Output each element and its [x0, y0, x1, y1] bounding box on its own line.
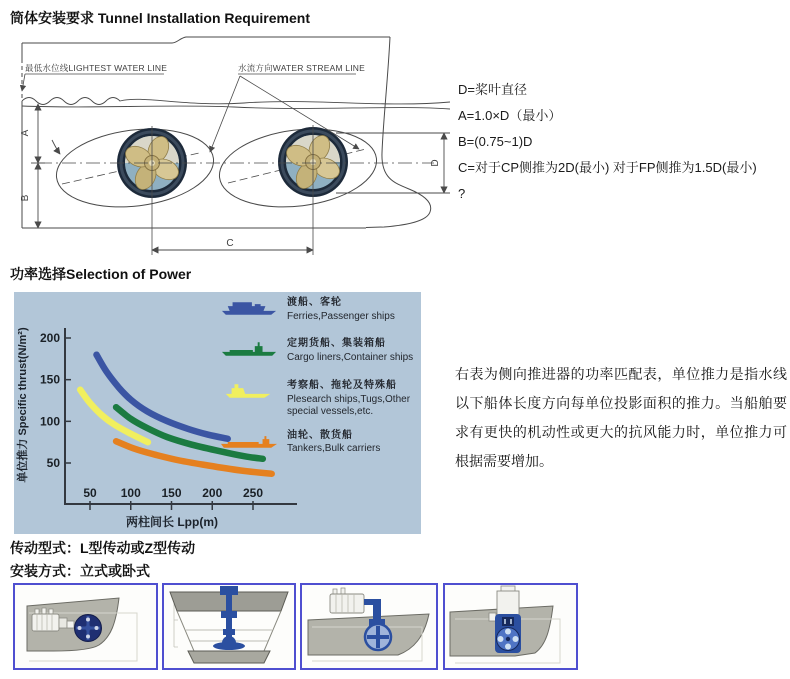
drive-type-title: 传动型式：L型传动或Z型传动: [10, 540, 196, 556]
mounting-thumb-horizontal-engine: [13, 583, 158, 670]
legend-item-tankers: [220, 430, 418, 456]
tunnel-installation-diagram: [14, 33, 450, 260]
legend-en: Cargo liners,Container ships: [287, 351, 414, 363]
note-line: D=桨叶直径: [458, 82, 527, 97]
x-tick-label: 200: [202, 486, 223, 500]
x-tick-label: 100: [120, 486, 141, 500]
y-tick-label: 50: [46, 455, 60, 470]
pod-thruster-drawing: [495, 614, 521, 653]
tunnel-section-title: 筒体安装要求 Tunnel Installation Requirement: [10, 10, 310, 26]
mounting-thumb-vertical-pod: [443, 583, 578, 670]
tunnel-notes: [458, 77, 790, 207]
x-axis-label: 两柱间长 Lpp(m): [126, 515, 218, 529]
chart-legend: [220, 297, 418, 470]
legend-cn: 渡船、客轮: [287, 297, 342, 308]
water-stream-line-label: 水流方向WATER STREAM LINE: [238, 63, 365, 73]
power-section-title: 功率选择Selection of Power: [10, 266, 192, 282]
dim-a-label: A: [20, 129, 31, 137]
mounting-type-title: 安装方式：立式或卧式: [10, 563, 150, 579]
ferry-icon: [220, 299, 278, 317]
power-selection-chart: [14, 292, 421, 534]
legend-en: Plesearch ships,Tugs,Other special vessels,etc.: [287, 393, 411, 417]
dim-b-label: B: [20, 194, 31, 202]
x-tick-label: 150: [161, 486, 182, 500]
legend-cn: 油轮、散货船: [287, 429, 353, 441]
lightest-water-line-label: 最低水位线LIGHTEST WATER LINE: [25, 63, 168, 73]
power-description: 右表为侧向推进器的功率匹配表，单位推力是指水线以下船体长度方向每单位投影面积的推力。当船舶要求有更快的机动性或更大的抗风能力时，单位推力可根据需要增加。: [455, 366, 787, 469]
center-lines: [38, 125, 434, 255]
legend-item-cargo: [220, 338, 418, 364]
legend-item-tugs: [220, 380, 418, 419]
mounting-thumb-vertical-section: [162, 583, 296, 670]
y-tick-label: 200: [39, 331, 60, 345]
legend-cn: 定期货船、集装箱船: [287, 338, 386, 349]
x-tick-label: 250: [242, 486, 264, 500]
y-axis-label: 单位推力 Specific thrust(N/m²): [17, 327, 29, 483]
legend-en: Tankers,Bulk carriers: [287, 443, 381, 454]
note-line: A=1.0×D（最小）: [458, 108, 562, 123]
y-tick-label: 100: [39, 414, 60, 429]
thruster-drawing: [75, 615, 102, 642]
tug-boat-icon: [220, 382, 278, 400]
dim-c-label: C: [226, 238, 234, 249]
note-line: ?: [458, 186, 466, 201]
y-tick-label: 150: [39, 372, 60, 387]
legend-en: Ferries,Passenger ships: [287, 310, 395, 322]
note-line: C=对于CP侧推为2D(最小) 对于FP侧推为1.5D(最小): [458, 160, 757, 175]
series-curve: [80, 390, 148, 443]
cargo-ship-icon: [220, 340, 278, 358]
tanker-icon: [220, 432, 278, 450]
legend-item-ferries: [220, 297, 418, 323]
dim-d-label: D: [430, 159, 441, 167]
legend-cn: 考察船、拖轮及特殊船: [287, 380, 397, 391]
note-line: B=(0.75~1)D: [458, 134, 533, 149]
x-tick-label: 50: [83, 486, 97, 500]
mounting-thumb-l-drive: [300, 583, 438, 670]
